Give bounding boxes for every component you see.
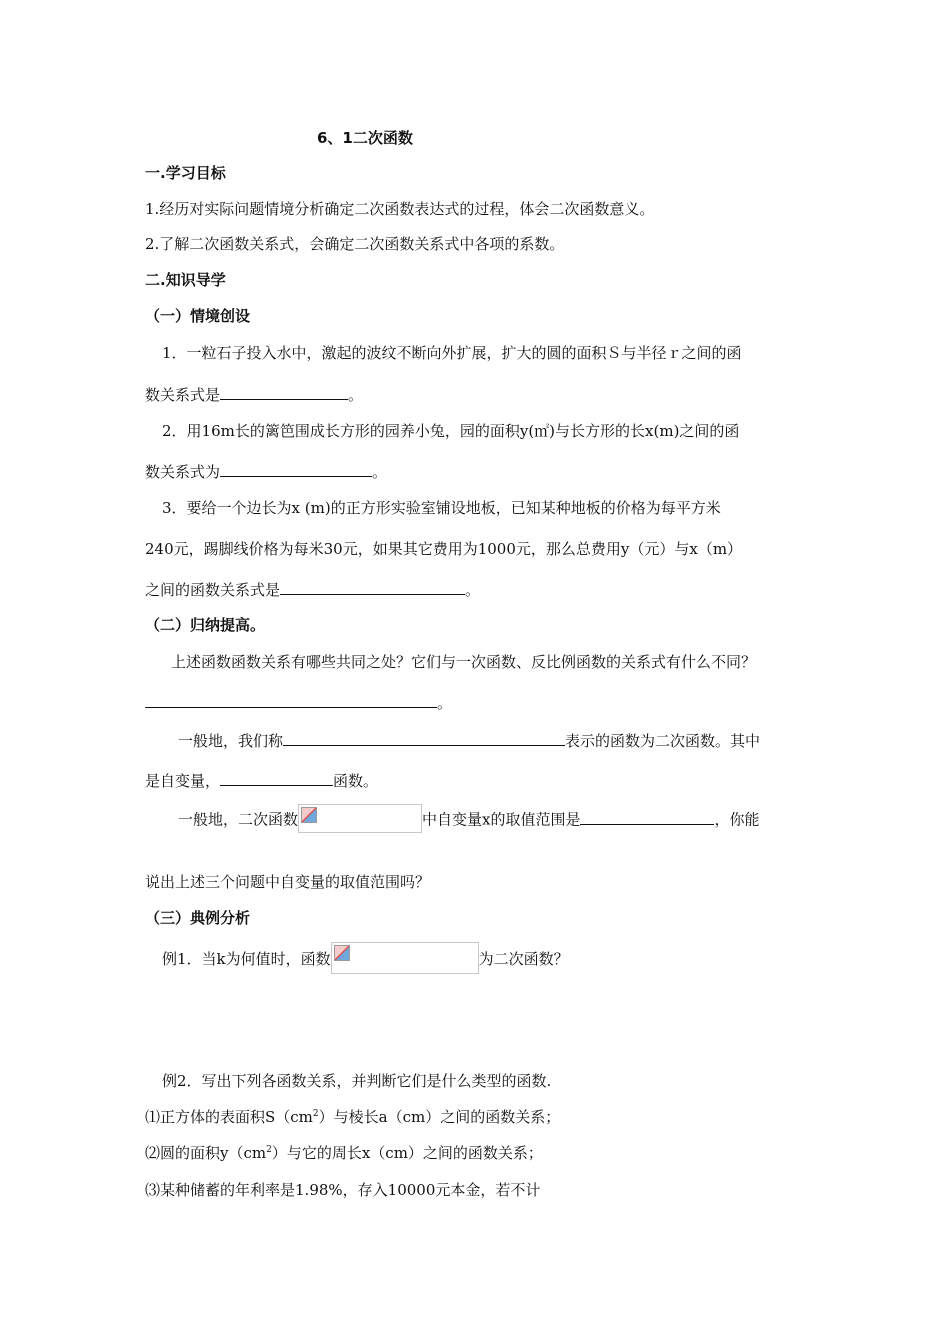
summary-answer-line: 。 (145, 692, 452, 713)
question-3-line-2: 240元，踢脚线价格为每米30元，如果其它费用为1000元，那么总费用y（元）与x（m） (145, 540, 743, 558)
subsection-heading-examples: （三）典例分析 (145, 909, 251, 927)
definition-line-2: 是自变量， 函数。 (145, 772, 379, 790)
example-2: 例2．写出下列各函数关系，并判断它们是什么类型的函数. (162, 1072, 552, 1090)
goal-item-2: 2.了解二次函数关系式，会确定二次函数关系式中各项的系数。 (145, 235, 565, 253)
broken-image-icon (301, 807, 317, 823)
question-1-line-2: 数关系式是 。 (145, 386, 364, 404)
section-heading-goals: 一.学习目标 (145, 164, 226, 182)
question-2-line-2: 数关系式为 。 (145, 463, 388, 481)
answer-blank (283, 730, 565, 746)
broken-image-icon (334, 945, 350, 961)
question-3-line-3: 之间的函数关系式是 。 (145, 581, 481, 599)
domain-question: 说出上述三个问题中自变量的取值范围吗？ (145, 873, 431, 891)
answer-blank (280, 579, 465, 595)
example-1: 例1．当k为何值时，函数 为二次函数？ (162, 946, 569, 974)
section-heading-guide: 二.知识导学 (145, 271, 226, 289)
answer-blank (220, 770, 333, 786)
question-1-line-1: 1．一粒石子投入水中，激起的波纹不断向外扩展，扩大的圆的面积Ｓ与半径ｒ之间的函 (162, 344, 742, 362)
answer-blank (145, 692, 437, 708)
definition-line-1: 一般地，我们称 表示的函数为二次函数。其中 (178, 732, 761, 750)
example-2-item-3: ⑶某种储蓄的年利率是1.98%，存入10000元本金，若不计 (145, 1181, 541, 1199)
answer-blank (220, 461, 372, 477)
answer-blank (580, 809, 714, 825)
question-3-line-1: 3．要给一个边长为x (m)的正方形实验室铺设地板，已知某种地板的价格为每平方米 (162, 499, 721, 517)
subsection-heading-situation: （一）情境创设 (145, 307, 251, 325)
example-2-item-1: ⑴正方体的表面积$S(cm^2)$与棱长a（cm）之间的函数关系； (145, 1108, 561, 1126)
question-2-line-1: 2．用16m长的篱笆围成长方形的园养小兔，园的面积y(㎡)与长方形的长x(m)之间的函 (162, 422, 740, 440)
summary-question: 上述函数函数关系有哪些共同之处？它们与一次函数、反比例函数的关系式有什么不同？ (171, 653, 757, 671)
formula-image (298, 804, 422, 833)
domain-line: 一般地，二次函数 中自变量x的取值范围是 ，你能 (178, 808, 760, 833)
answer-blank (220, 384, 348, 400)
example-2-item-2: ⑵圆的面积$y(cm^2)$与它的周长x（cm）之间的函数关系； (145, 1144, 543, 1162)
page-title: 6、1二次函数 (317, 129, 413, 147)
subsection-heading-summary: （二）归纳提高。 (145, 616, 266, 634)
formula-image (331, 942, 479, 974)
goal-item-1: 1.经历对实际问题情境分析确定二次函数表达式的过程，体会二次函数意义。 (145, 200, 655, 218)
